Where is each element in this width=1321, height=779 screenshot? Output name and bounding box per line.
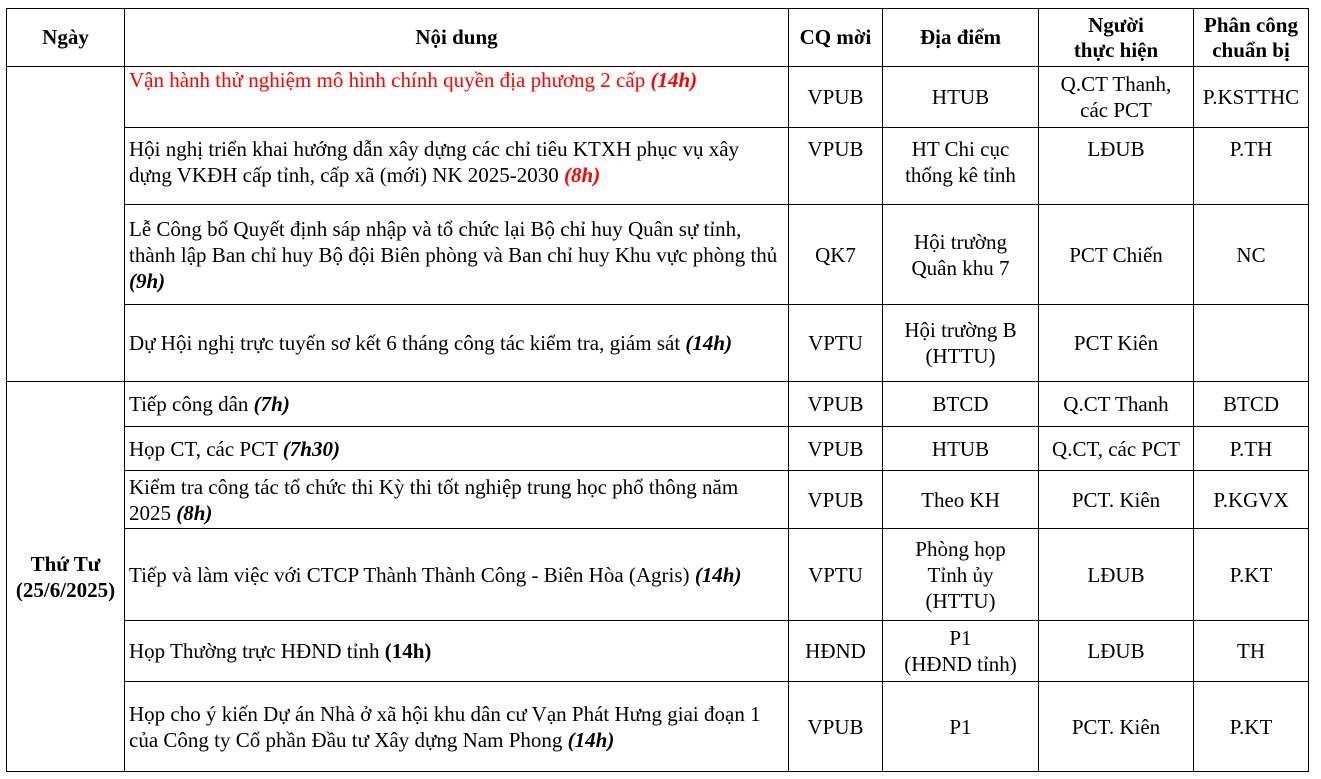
schedule-row: [7, 529, 1309, 621]
header-prep: [1194, 9, 1309, 67]
content-text: Kiểm tra công tác tổ chức thi Kỳ thi tốt nghiệp trung học phổ thông năm 2025: [129, 474, 739, 525]
location-line: Phòng họp: [915, 536, 1006, 561]
header-location: Địa điểm: [883, 9, 1039, 67]
inviter-cell: VPUB: [789, 128, 883, 205]
location-cell: [883, 682, 1039, 772]
prep-cell: P.KT: [1194, 682, 1309, 772]
location-cell: [883, 67, 1039, 128]
schedule-row: [7, 427, 1309, 471]
prep-cell: TH: [1194, 621, 1309, 682]
content-text: Lễ Công bố Quyết định sáp nhập và tổ chức lại Bộ chỉ huy Quân sự tỉnh, thành lập Ban chỉ huy Bộ đội Biên phòng và Ban chỉ huy Khu vực phòng thủ: [129, 216, 778, 267]
time-label: (7h): [253, 392, 290, 416]
performer-line: PCT. Kiên: [1071, 487, 1161, 512]
location-line: Hội trường B: [904, 318, 1017, 342]
content-cell: [125, 205, 789, 305]
day-label: Thứ Tư: [30, 551, 101, 576]
time-label: (14h): [650, 68, 698, 92]
inviter-cell: VPUB: [789, 471, 883, 529]
day-label: (25/6/2025): [15, 577, 116, 602]
schedule-row: [7, 382, 1309, 427]
performer-cell: [1039, 682, 1194, 772]
content-text: Hội nghị triển khai hướng dẫn xây dựng các chỉ tiêu KTXH phục vụ xây dựng VKĐH cấp tỉnh, cấp xã (mới) NK 2025-2030: [129, 137, 740, 187]
performer-line: các PCT: [1080, 98, 1152, 122]
content-text: Họp Thường trực HĐND tỉnh: [129, 639, 385, 663]
location-line: HT Chi cục: [911, 137, 1010, 161]
performer-line: Q.CT Thanh,: [1060, 72, 1172, 96]
content-cell: [125, 128, 789, 205]
performer-cell: [1039, 382, 1194, 427]
day-cell: [7, 382, 125, 772]
inviter-cell: HĐND: [789, 621, 883, 682]
time-label: (14h): [685, 331, 733, 355]
location-line: (HĐND tỉnh): [904, 652, 1017, 676]
schedule-table: [6, 8, 1309, 772]
inviter-cell: VPUB: [789, 382, 883, 427]
performer-cell: [1039, 427, 1194, 471]
schedule-body: [7, 67, 1309, 772]
location-line: (HTTU): [925, 588, 996, 613]
day-cell: [7, 67, 125, 382]
performer-line: PCT. Kiên: [1071, 714, 1161, 739]
performer-line: Q.CT Thanh: [1063, 392, 1169, 416]
schedule-row: [7, 305, 1309, 382]
prep-cell: P.TH: [1194, 128, 1309, 205]
content-cell: [125, 382, 789, 427]
inviter-cell: VPTU: [789, 305, 883, 382]
location-cell: [883, 529, 1039, 621]
content-text: Dự Hội nghị trực tuyến sơ kết 6 tháng công tác kiểm tra, giám sát: [129, 331, 686, 355]
content-cell: [125, 621, 789, 682]
location-line: thống kê tỉnh: [905, 163, 1016, 187]
location-cell: [883, 621, 1039, 682]
prep-cell: [1194, 305, 1309, 382]
header-prep-line: Phân công: [1204, 12, 1298, 37]
header-content: Nội dung: [125, 9, 789, 67]
inviter-cell: QK7: [789, 205, 883, 305]
content-text: Tiếp công dân: [129, 392, 254, 416]
performer-cell: [1039, 471, 1194, 529]
inviter-cell: VPUB: [789, 67, 883, 128]
header-inviter: CQ mời: [789, 9, 883, 67]
content-cell: [125, 427, 789, 471]
performer-cell: [1039, 67, 1194, 128]
performer-line: LĐUB: [1087, 137, 1145, 161]
performer-line: PCT Kiên: [1073, 331, 1159, 355]
performer-line: LĐUB: [1087, 562, 1145, 587]
time-label: (7h30): [282, 436, 340, 461]
prep-cell: NC: [1194, 205, 1309, 305]
header-performer-line: thực hiện: [1073, 37, 1159, 62]
time-label: (9h): [129, 268, 166, 293]
schedule-row: [7, 471, 1309, 529]
prep-cell: P.KGVX: [1194, 471, 1309, 529]
prep-cell: BTCD: [1194, 382, 1309, 427]
content-cell: [125, 682, 789, 772]
location-line: Tỉnh ủy: [927, 562, 994, 587]
performer-line: Q.CT, các PCT: [1052, 436, 1180, 461]
header-performer: [1039, 9, 1194, 67]
content-cell: [125, 529, 789, 621]
time-label: (14h): [567, 727, 615, 752]
location-line: P1: [949, 714, 972, 739]
inviter-cell: VPUB: [789, 682, 883, 772]
inviter-cell: VPUB: [789, 427, 883, 471]
schedule-row: [7, 67, 1309, 128]
content-text: Họp cho ý kiến Dự án Nhà ở xã hội khu dân cư Vạn Phát Hưng giai đoạn 1 của Công ty Cổ phần Đầu tư Xây dựng Nam Phong: [129, 701, 761, 752]
location-line: Hội trường: [913, 229, 1008, 254]
location-line: (HTTU): [925, 344, 996, 368]
time-label: (8h): [176, 500, 213, 525]
content-text: Họp CT, các PCT: [129, 436, 283, 461]
time-label: (14h): [384, 639, 432, 663]
location-cell: [883, 128, 1039, 205]
location-cell: [883, 471, 1039, 529]
location-cell: [883, 305, 1039, 382]
content-cell: [125, 67, 789, 128]
performer-line: PCT Chiến: [1069, 242, 1163, 267]
location-line: BTCD: [932, 392, 989, 416]
prep-cell: P.TH: [1194, 427, 1309, 471]
location-line: HTUB: [931, 436, 990, 461]
content-text: Tiếp và làm việc với CTCP Thành Thành Công - Biên Hòa (Agris): [129, 562, 695, 587]
location-cell: [883, 427, 1039, 471]
location-cell: [883, 205, 1039, 305]
location-line: HTUB: [931, 85, 990, 109]
inviter-cell: VPTU: [789, 529, 883, 621]
location-line: P1: [949, 626, 972, 650]
schedule-row: [7, 205, 1309, 305]
performer-cell: [1039, 621, 1194, 682]
time-label: (14h): [694, 562, 742, 587]
prep-cell: P.KT: [1194, 529, 1309, 621]
header-day: Ngày: [7, 9, 125, 67]
content-cell: [125, 471, 789, 529]
location-line: Quân khu 7: [911, 255, 1010, 280]
location-cell: [883, 382, 1039, 427]
header-prep-line: chuẩn bị: [1212, 37, 1290, 62]
content-text: Vận hành thử nghiệm mô hình chính quyền địa phương 2 cấp: [129, 68, 651, 92]
content-cell: [125, 305, 789, 382]
header-performer-line: Người: [1088, 12, 1144, 37]
time-label: (8h): [564, 163, 601, 187]
performer-cell: [1039, 529, 1194, 621]
performer-cell: [1039, 128, 1194, 205]
prep-cell: P.KSTTHC: [1194, 67, 1309, 128]
schedule-row: [7, 682, 1309, 772]
header-row: [7, 9, 1309, 67]
schedule-row: [7, 621, 1309, 682]
performer-cell: [1039, 205, 1194, 305]
performer-cell: [1039, 305, 1194, 382]
performer-line: LĐUB: [1087, 639, 1145, 663]
schedule-row: [7, 128, 1309, 205]
location-line: Theo KH: [921, 487, 1000, 512]
